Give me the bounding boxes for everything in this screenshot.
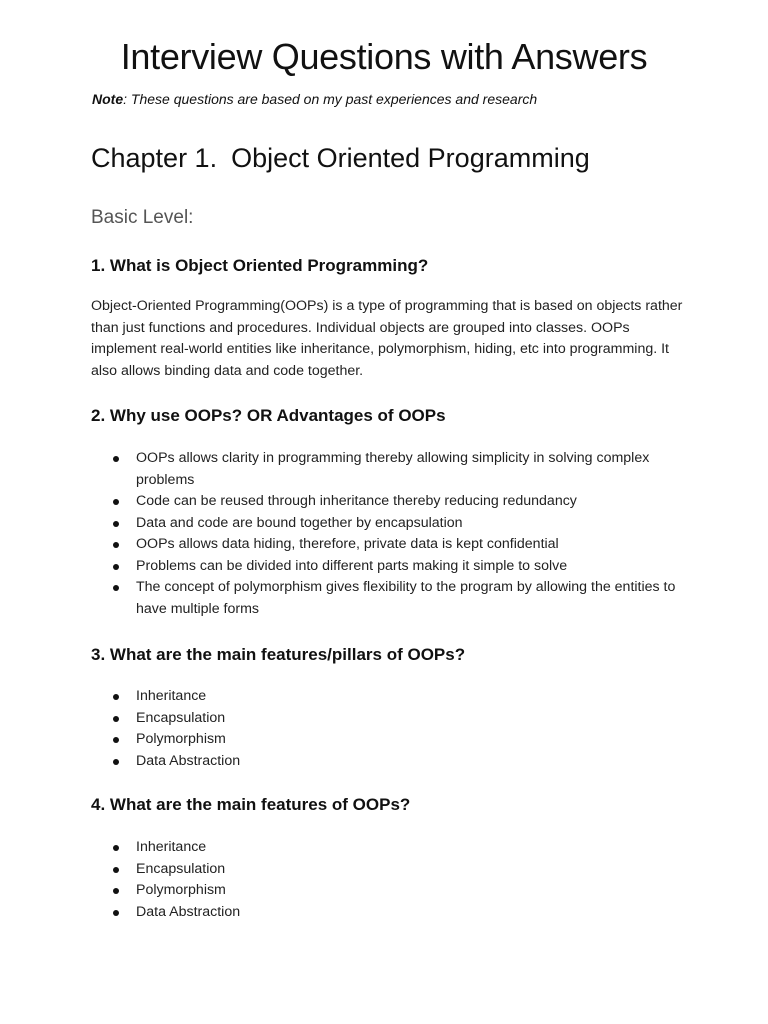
bullet-icon (113, 456, 119, 462)
list-item-text: Polymorphism (136, 731, 226, 747)
list-item-text: Problems can be divided into different parts making it simple to solve (136, 557, 568, 574)
chapter-heading (91, 143, 590, 174)
bullet-icon (113, 521, 119, 527)
question-heading: 3. What are the main features/pillars of OOPs? (91, 645, 466, 664)
list-item-text: Inheritance (136, 839, 207, 855)
list-item (0, 729, 676, 751)
answer-paragraph: Object-Oriented Programming(OOPs) is a type of programming that is based on objects rather than just functions and procedures. Individual objects are grouped into classes. OOPs implement real-world entities like inheritance, polymorphism, hiding, etc into programming. It also allows binding data and code together. (91, 298, 683, 379)
list-item-text: OOPs allows data hiding, therefore, private data is kept confidential (136, 536, 559, 552)
list-item-text: Encapsulation (136, 860, 226, 877)
document-title: Interview Questions with Answers (120, 36, 648, 77)
bullet-icon (113, 759, 119, 765)
list-item (0, 902, 676, 924)
list-item-text: Inheritance (136, 688, 207, 704)
bullet-list (0, 686, 768, 772)
bullet-icon (113, 845, 119, 851)
list-item (0, 751, 676, 773)
bullet-list (0, 837, 768, 923)
note-label: Note (92, 91, 124, 107)
list-item (0, 577, 676, 620)
list-item-text: Data and code are bound together by encapsulation (136, 514, 463, 531)
list-item (0, 686, 676, 708)
list-item-text: The concept of polymorphism gives flexibility to the program by allowing the entities to have multiple forms (136, 579, 676, 617)
question-heading: 2. Why use OOPs? OR Advantages of OOPs (91, 406, 446, 425)
list-item (0, 556, 676, 578)
list-item-text: Code can be reused through inheritance thereby reducing redundancy (136, 493, 577, 509)
list-item (0, 491, 676, 513)
bullet-icon (113, 910, 119, 916)
bullet-icon (113, 888, 119, 894)
list-item (0, 513, 676, 535)
list-item-text: Polymorphism (136, 882, 226, 898)
chapter-title: Object Oriented Programming (231, 143, 590, 173)
bullet-icon (113, 694, 119, 700)
question-heading: 4. What are the main features of OOPs? (91, 795, 411, 814)
list-item (0, 837, 676, 859)
bullet-icon (113, 716, 119, 722)
list-item (0, 880, 676, 902)
list-item-text: Encapsulation (136, 709, 226, 726)
bullet-icon (113, 585, 119, 591)
level-heading: Basic Level: (91, 207, 194, 228)
bullet-icon (113, 542, 119, 548)
bullet-icon (113, 564, 119, 570)
list-item-text: Data Abstraction (136, 903, 241, 920)
list-item (0, 859, 676, 881)
list-item (0, 534, 676, 556)
bullet-list (0, 448, 768, 620)
note (92, 91, 537, 107)
question-heading: 1. What is Object Oriented Programming? (91, 256, 429, 275)
bullet-icon (113, 499, 119, 505)
list-item-text: OOPs allows clarity in programming thereby allowing simplicity in solving complex problems (136, 450, 650, 488)
list-item (0, 708, 676, 730)
note-text: : These questions are based on my past experiences and research (123, 91, 538, 107)
list-item-text: Data Abstraction (136, 752, 241, 769)
chapter-number: Chapter 1. (91, 143, 218, 173)
bullet-icon (113, 867, 119, 873)
list-item (0, 448, 676, 491)
bullet-icon (113, 737, 119, 743)
